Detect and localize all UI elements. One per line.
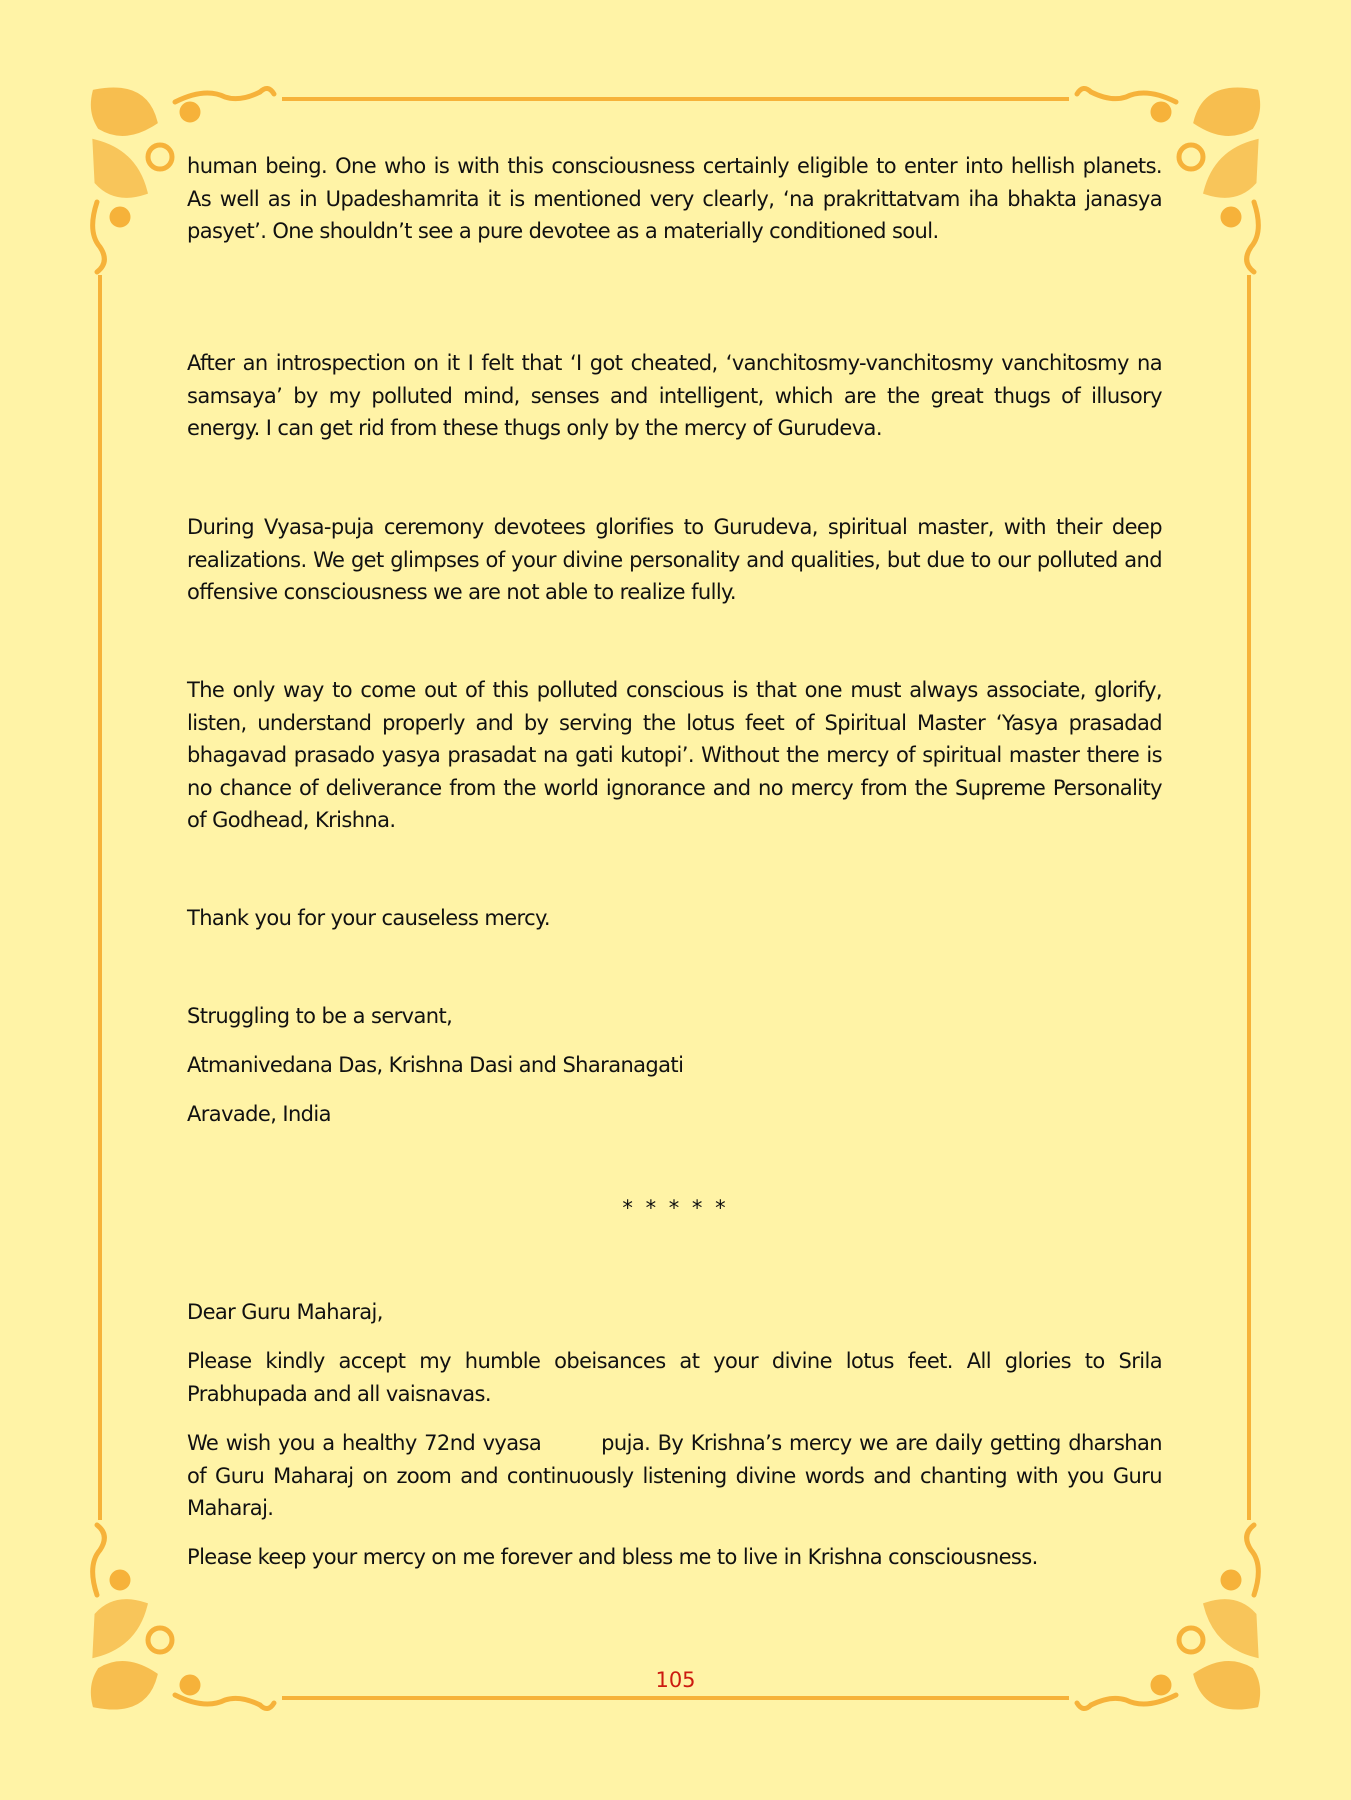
signature-location: Aravade, India [187,1102,331,1126]
paragraph-7: Please keep your mercy on me forever and bless me to live in Krishna consciousness. [187,1545,1038,1569]
signature-names: Atmanivedana Das, Krishna Dasi and Sharanagati [187,1053,684,1077]
paragraph-4: The only way to come out of this polluted conscious is that one must always associate, glorify, listen, understand properly and by serving the lotus feet of Spiritual Master ‘Yasya prasadad bhagavad prasado yasya prasadat na gati kutopi’. Without the mercy of spiritual master there is no chance of deliverance from the world ignorance and no mercy from the Supreme Personality of Godhead, Krishna. [187,678,1162,833]
border-right [1247,275,1251,1520]
border-left [98,275,102,1520]
section-separator: * * * * * [622,1196,729,1220]
paragraph-3: During Vyasa-puja ceremony devotees glorifies to Gurudeva, spiritual master, with their deep realizations. We get glimpses of your divine personality and qualities, but due to our polluted and offensive consciousness we are not able to realize fully. [187,515,1162,605]
thanks-line: Thank you for your causeless mercy. [187,906,550,930]
salutation: Dear Guru Maharaj, [187,1300,383,1324]
paragraph-2: After an introspection on it I felt that ‘I got cheated, ‘vanchitosmy-vanchitosmy vanchitosmy na samsaya’ by my polluted mind, senses and intelligent, which are the great thugs of illusory energy. I can get rid from these thugs only by the mercy of Gurudeva. [187,351,1162,441]
closing-line: Struggling to be a servant, [187,1004,453,1028]
paragraph-5: Please kindly accept my humble obeisances at your divine lotus feet. All glories to Srila Prabhupada and all vaisnavas. [187,1349,1162,1406]
border-bottom [282,1696,1069,1700]
paragraph-6-rest: puja. By Krishna’s mercy we are daily getting dharshan of Guru Maharaj on zoom and continuously listening divine words and chanting with you Guru Maharaj. [187,1431,1162,1521]
border-top [282,97,1069,101]
paragraph-6 [187,1427,1162,1525]
page-number: 105 [655,1668,696,1692]
paragraph-6-start: We wish you a healthy 72nd vyasa [187,1431,542,1455]
paragraph-1: human being. One who is with this consciousness certainly eligible to enter into hellish planets. As well as in Upadeshamrita it is mentioned very clearly, ‘na prakrittatvam iha bhakta janasya pasyet’. One shouldn’t see a pure devotee as a materially conditioned soul. [187,154,1162,244]
